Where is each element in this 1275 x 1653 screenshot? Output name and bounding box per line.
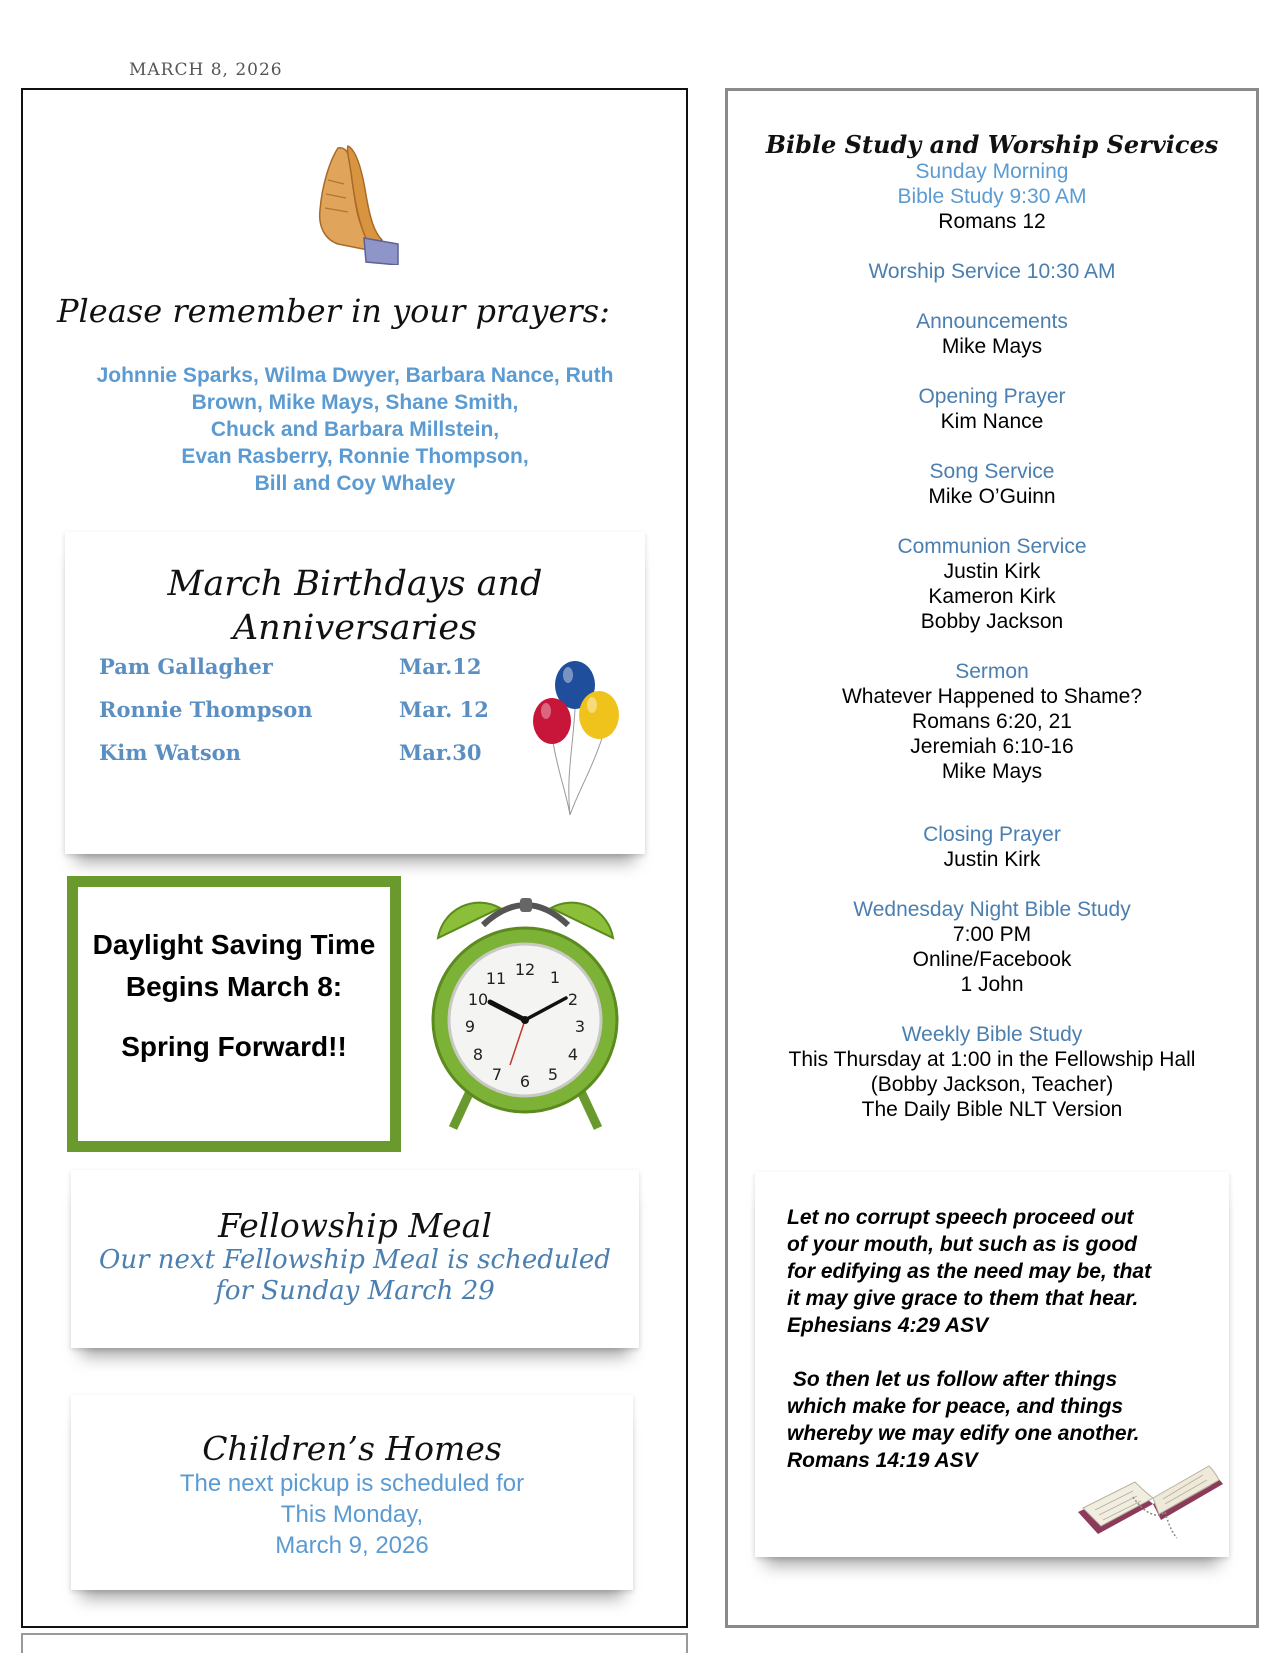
childrens-homes-line: The next pickup is scheduled for xyxy=(179,1470,525,1497)
prayer-list-line: Bill and Coy Whaley xyxy=(254,472,456,495)
spacer xyxy=(750,997,1234,1022)
sermon-title: Whatever Happened to Shame? xyxy=(841,685,1143,708)
spacer xyxy=(750,872,1234,897)
song-service-name: Mike O’Guinn xyxy=(928,485,1056,508)
sermon-reference: Jeremiah 6:10-16 xyxy=(910,735,1074,758)
opening-prayer-label: Opening Prayer xyxy=(918,385,1066,408)
spacer xyxy=(787,1339,1207,1366)
communion-name: Bobby Jackson xyxy=(920,610,1064,633)
spacer xyxy=(750,509,1234,534)
closing-prayer-label: Closing Prayer xyxy=(923,823,1061,846)
clock-numeral: 11 xyxy=(485,969,507,988)
scripture-card xyxy=(755,1172,1229,1557)
birthday-row xyxy=(99,740,499,770)
birthdays-title-line: March Birthdays and xyxy=(167,564,543,604)
sermon-reference: Romans 6:20, 21 xyxy=(912,710,1072,733)
birthday-name: Pam Gallagher xyxy=(99,654,273,679)
dst-line: Begins March 8: xyxy=(125,971,343,1002)
birthday-name: Ronnie Thompson xyxy=(99,697,313,722)
childrens-homes-text xyxy=(71,1468,633,1561)
clock-numeral: 8 xyxy=(472,1045,484,1064)
clock-numeral: 12 xyxy=(514,960,536,979)
announcements-name: Mike Mays xyxy=(941,335,1043,358)
communion-label: Communion Service xyxy=(897,535,1087,558)
fellowship-meal-text xyxy=(71,1245,639,1307)
clock-numeral: 1 xyxy=(549,968,561,987)
next-page-edge xyxy=(21,1633,688,1653)
scripture-line: Let no corrupt speech proceed out xyxy=(787,1206,1134,1229)
services-schedule xyxy=(750,130,1234,1122)
fellowship-meal-card xyxy=(71,1170,639,1348)
prayer-list-line: Evan Rasberry, Ronnie Thompson, xyxy=(181,445,529,468)
childrens-homes-title: Children’s Homes xyxy=(202,1429,502,1468)
wednesday-study-time: 7:00 PM xyxy=(952,923,1032,946)
birthdays-title-line: Anniversaries xyxy=(232,608,478,648)
scripture-reference: Ephesians 4:29 ASV xyxy=(787,1314,989,1337)
communion-name: Kameron Kirk xyxy=(928,585,1056,608)
fellowship-meal-title: Fellowship Meal xyxy=(218,1206,492,1245)
open-bible-icon xyxy=(1073,1442,1228,1542)
worship-service-time: Worship Service 10:30 AM xyxy=(868,260,1116,283)
weekly-study-line: This Thursday at 1:00 in the Fellowship Hall xyxy=(788,1048,1196,1071)
birthday-date: Mar.30 xyxy=(399,740,482,765)
spacer xyxy=(750,784,1234,822)
childrens-homes-line: March 9, 2026 xyxy=(275,1532,429,1559)
daylight-saving-notice xyxy=(67,876,401,1152)
announcements-label: Announcements xyxy=(916,310,1068,333)
clock-numeral: 6 xyxy=(519,1072,531,1091)
dst-line: Spring Forward!! xyxy=(121,1031,347,1062)
clock-numeral: 2 xyxy=(567,990,579,1009)
fellowship-meal-line: Our next Fellowship Meal is scheduled xyxy=(99,1245,611,1275)
birthday-date: Mar. 12 xyxy=(399,697,489,722)
sermon-speaker: Mike Mays xyxy=(941,760,1043,783)
prayer-list xyxy=(60,362,650,497)
weekly-study-line: (Bobby Jackson, Teacher) xyxy=(870,1073,1114,1096)
alarm-clock-icon xyxy=(428,880,623,1135)
praying-hands-icon xyxy=(308,140,403,265)
birthday-row xyxy=(99,654,499,684)
clock-numeral: 4 xyxy=(567,1045,579,1064)
prayers-title: Please remember in your prayers: xyxy=(57,292,610,330)
balloons-icon xyxy=(528,657,628,827)
scripture-line: whereby we may edify one another. xyxy=(787,1422,1140,1445)
clock-numeral: 7 xyxy=(491,1065,503,1084)
birthday-date: Mar.12 xyxy=(399,654,482,679)
birthdays-card xyxy=(65,532,645,854)
opening-prayer-name: Kim Nance xyxy=(940,410,1044,433)
closing-prayer-name: Justin Kirk xyxy=(943,848,1041,871)
scripture-line: of your mouth, but such as is good xyxy=(787,1233,1137,1256)
spacer xyxy=(750,284,1234,309)
prayer-list-line: Johnnie Sparks, Wilma Dwyer, Barbara Nance, Ruth xyxy=(96,364,614,387)
clock-numeral: 9 xyxy=(464,1017,476,1036)
bible-study-time: Bible Study 9:30 AM xyxy=(897,185,1087,208)
scripture-line: So then let us follow after things xyxy=(787,1368,1118,1391)
birthday-name: Kim Watson xyxy=(99,740,241,765)
spacer xyxy=(750,234,1234,259)
dst-line: Daylight Saving Time xyxy=(92,929,376,960)
childrens-homes-card xyxy=(71,1395,633,1590)
sermon-label: Sermon xyxy=(955,660,1029,683)
bible-study-text: Romans 12 xyxy=(938,210,1046,233)
clock-numeral: 3 xyxy=(574,1017,586,1036)
sunday-morning-label: Sunday Morning xyxy=(915,160,1069,183)
wednesday-study-text: 1 John xyxy=(960,973,1024,996)
clock-numeral: 10 xyxy=(467,990,489,1009)
birthday-row xyxy=(99,697,499,727)
scripture-line: for edifying as the need may be, that xyxy=(787,1260,1152,1283)
communion-name: Justin Kirk xyxy=(943,560,1041,583)
scripture-line: it may give grace to them that hear. xyxy=(787,1287,1139,1310)
spacer xyxy=(750,359,1234,384)
prayer-list-line: Chuck and Barbara Millstein, xyxy=(210,418,500,441)
fellowship-meal-line: for Sunday March 29 xyxy=(215,1276,495,1306)
wednesday-study-where: Online/Facebook xyxy=(912,948,1072,971)
weekly-study-label: Weekly Bible Study xyxy=(901,1023,1083,1046)
weekly-study-line: The Daily Bible NLT Version xyxy=(861,1098,1123,1121)
scripture-reference: Romans 14:19 ASV xyxy=(787,1449,978,1472)
scripture-text xyxy=(787,1204,1207,1474)
prayer-list-line: Brown, Mike Mays, Shane Smith, xyxy=(191,391,519,414)
song-service-label: Song Service xyxy=(929,460,1055,483)
spacer xyxy=(750,434,1234,459)
spacer xyxy=(750,634,1234,659)
clock-numeral: 5 xyxy=(547,1065,559,1084)
bulletin-date: MARCH 8, 2026 xyxy=(129,60,283,80)
scripture-line: which make for peace, and things xyxy=(787,1395,1124,1418)
wednesday-study-label: Wednesday Night Bible Study xyxy=(853,898,1131,921)
services-heading: Bible Study and Worship Services xyxy=(765,130,1219,159)
birthdays-title xyxy=(65,562,645,650)
childrens-homes-line: This Monday, xyxy=(280,1501,424,1528)
